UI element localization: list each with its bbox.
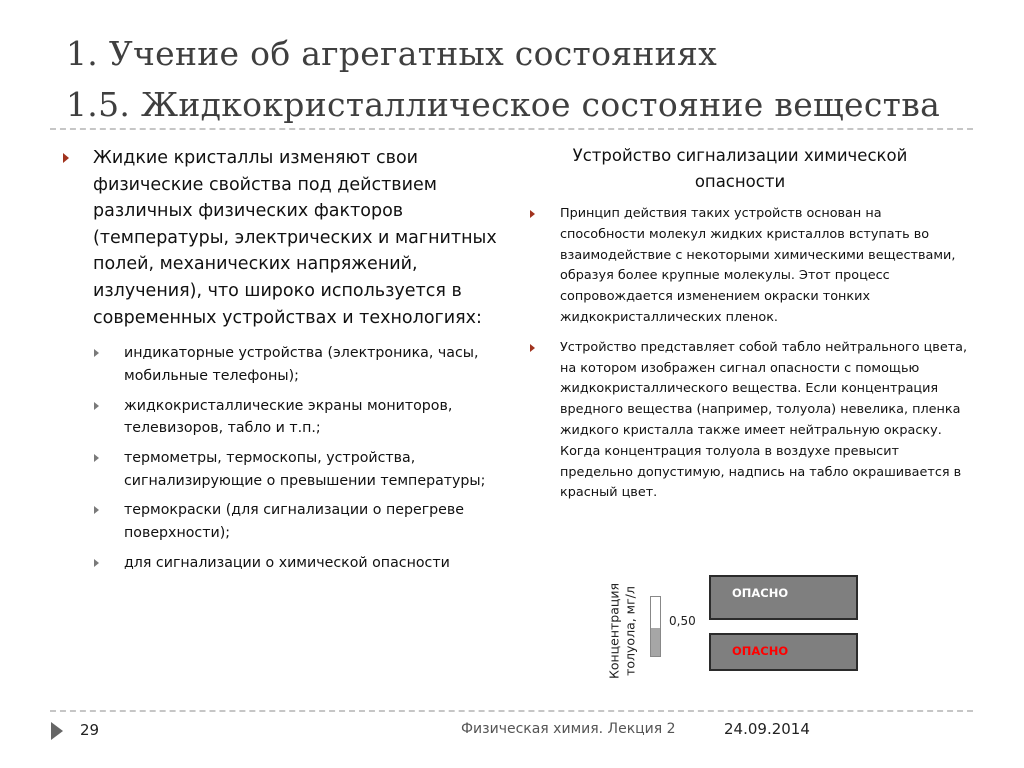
small-triangle-bullet-icon bbox=[94, 506, 99, 514]
title-divider bbox=[50, 128, 973, 130]
right-bullet-text: Принцип действия таких устройств основан на способности молекул жидких кристаллов вступать во взаимодействие с некоторыми химическими веществами, образуя более крупные молекулы. Этот процесс сопровождается изменением окраски тонких жидкокристаллических пленок. bbox=[560, 206, 956, 325]
danger-text-neutral: ОПАСНО bbox=[732, 586, 789, 600]
slide-date: 24.09.2014 bbox=[724, 720, 810, 738]
concentration-gauge bbox=[650, 596, 661, 657]
display-panel-safe bbox=[709, 575, 858, 620]
sub-bullet-text: для сигнализации о химической опасности bbox=[124, 554, 450, 571]
concentration-axis-label bbox=[607, 576, 638, 686]
triangle-bullet-icon bbox=[530, 344, 535, 352]
sub-bullet-text: термометры, термоскопы, устройства, сигнализирующие о превышении температуры; bbox=[124, 449, 486, 489]
small-triangle-bullet-icon bbox=[94, 402, 99, 410]
triangle-bullet-icon bbox=[63, 153, 69, 163]
axis-label-line-2: толуола, мг/л bbox=[622, 586, 637, 676]
sub-bullet-item bbox=[93, 342, 502, 387]
main-bullet bbox=[62, 145, 502, 574]
sub-bullet-list bbox=[93, 342, 502, 574]
right-bullet bbox=[528, 338, 968, 504]
small-triangle-bullet-icon bbox=[94, 349, 99, 357]
sub-bullet-item bbox=[93, 552, 502, 575]
triangle-bullet-icon bbox=[530, 210, 535, 218]
sub-bullet-item bbox=[93, 499, 502, 544]
right-heading: Устройство сигнализации химической опасности bbox=[572, 146, 908, 191]
slide-title bbox=[66, 28, 940, 130]
axis-label-line-1: Концентрация bbox=[606, 582, 622, 680]
footer-divider bbox=[50, 710, 973, 712]
gauge-fill bbox=[651, 628, 660, 656]
right-bullet bbox=[528, 204, 968, 329]
main-bullet-text: Жидкие кристаллы изменяют свои физические свойства под действием различных физических факторов (температуры, электрических и магнитных полей, механических напряжений, излучения), что широко используется в современных устройствах и технологиях: bbox=[93, 148, 497, 328]
course-title: Физическая химия. Лекция 2 bbox=[461, 721, 676, 737]
title-line-2: 1.5. Жидкокристаллическое состояние вещества bbox=[66, 85, 941, 124]
display-panel-danger bbox=[709, 633, 858, 671]
danger-text-red: ОПАСНО bbox=[732, 644, 789, 658]
sub-bullet-item bbox=[93, 447, 502, 492]
sub-bullet-text: термокраски (для сигнализации о перегреве поверхности); bbox=[124, 502, 464, 542]
next-slide-arrow-icon bbox=[51, 722, 63, 740]
page-number: 29 bbox=[80, 721, 100, 739]
sub-bullet-text: жидкокристаллические экраны мониторов, телевизоров, табло и т.п.; bbox=[124, 397, 453, 437]
title-line-1: 1. Учение об агрегатных состояниях bbox=[66, 34, 717, 73]
right-column bbox=[528, 204, 968, 513]
right-bullet-text: Устройство представляет собой табло нейтрального цвета, на котором изображен сигнал опасности с помощью жидкокристаллического вещества. Если концентрация вредного вещества (например, толуола) невелика, пленка жидкого кристалла также имеет нейтральную окраску. Когда концентрация толуола в воздухе превысит предельно допустимую, надпись на табло окрашивается в красный цвет. bbox=[560, 339, 968, 501]
left-column bbox=[62, 145, 502, 581]
small-triangle-bullet-icon bbox=[94, 454, 99, 462]
sub-bullet-text: индикаторные устройства (электроника, часы, мобильные телефоны); bbox=[124, 345, 479, 384]
sub-bullet-item bbox=[93, 395, 502, 440]
small-triangle-bullet-icon bbox=[94, 559, 99, 567]
threshold-label: 0,50 bbox=[669, 614, 696, 628]
